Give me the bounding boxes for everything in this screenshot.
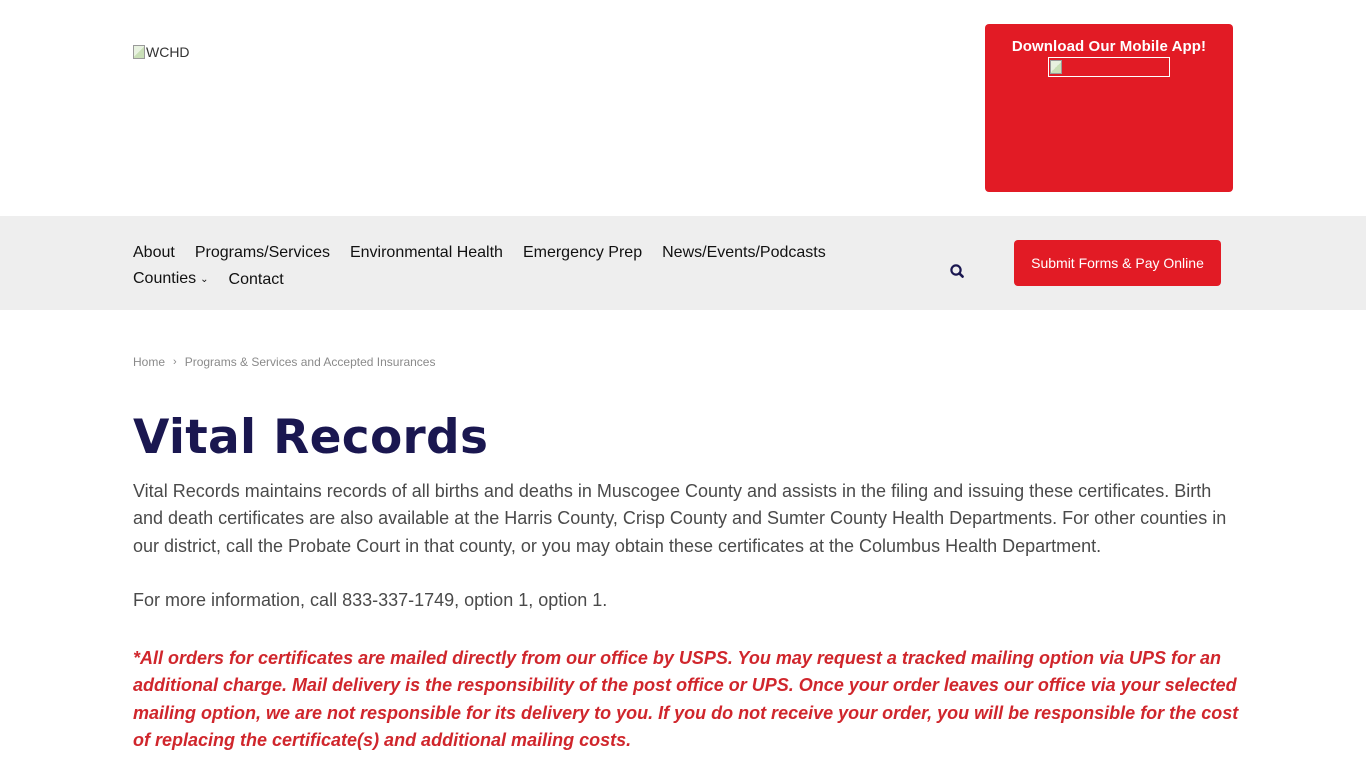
contact-info-text: For more information, call 833-337-1749, option 1, option 1. (133, 590, 608, 610)
nav-row-2 (133, 266, 853, 294)
logo-alt-text: WCHD (146, 44, 190, 60)
nav-item-programs-services[interactable]: Programs/Services (194, 244, 330, 261)
app-store-badge[interactable] (1048, 57, 1170, 77)
site-logo[interactable] (133, 44, 190, 60)
nav-item-contact[interactable]: Contact (228, 271, 284, 288)
broken-image-icon (1050, 60, 1062, 74)
site-header (0, 0, 1366, 216)
broken-image-icon (133, 45, 145, 59)
breadcrumb-home[interactable]: Home (133, 355, 166, 369)
nav-row-1 (133, 240, 853, 266)
submit-forms-button[interactable]: Submit Forms & Pay Online (1014, 240, 1221, 286)
search-icon (947, 261, 967, 281)
breadcrumb (133, 355, 435, 369)
nav-item-environmental-health[interactable]: Environmental Health (349, 244, 503, 261)
nav-item-counties-label: Counties (133, 270, 197, 287)
nav-item-emergency-prep[interactable]: Emergency Prep (522, 244, 643, 261)
breadcrumb-current[interactable]: Programs & Services and Accepted Insurances (184, 355, 436, 369)
app-promo-title: Download Our Mobile App! (1011, 38, 1207, 55)
chevron-down-icon: ⌄ (200, 274, 209, 285)
nav-item-counties[interactable] (133, 266, 209, 294)
nav-links (133, 240, 853, 294)
search-button[interactable] (947, 261, 967, 281)
nav-item-news-events-podcasts[interactable]: News/Events/Podcasts (662, 244, 826, 261)
intro-paragraph: Vital Records maintains records of all births and deaths in Muscogee County and assists in the filing and issuing these certificates. Birth and death certificates are also available at the Harris County, Crisp County and Sumter County Health Departments. For other counties in our district, call the Probate Court in that county, or you may obtain these certificates at the Columbus Health Department. (133, 481, 1227, 556)
nav-item-about[interactable]: About (133, 244, 175, 261)
mobile-app-promo (985, 24, 1233, 192)
mailing-notice: *All orders for certificates are mailed directly from our office by USPS. You may request a tracked mailing option via UPS for an additional charge. Mail delivery is the responsibility of the post office or UPS. Once your order leaves our office via your selected mailing option, we are not responsible for its delivery to you. If you do not receive your order, you will be responsible for the cost of replacing the certificate(s) and additional mailing costs. (133, 648, 1239, 750)
breadcrumb-separator: › (173, 356, 177, 368)
page-title: Vital Records (133, 410, 489, 465)
